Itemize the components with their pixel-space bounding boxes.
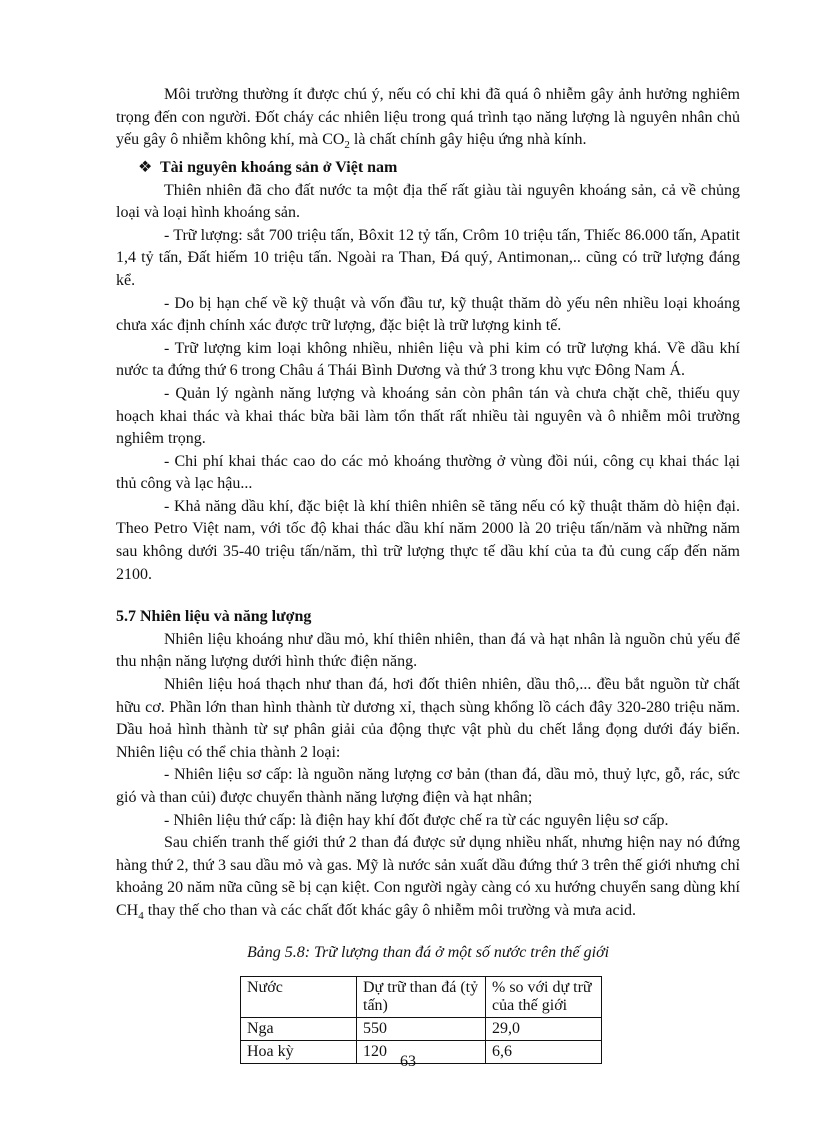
paragraph: - Nhiên liệu thứ cấp: là điện hay khí đốt được chế ra từ các nguyên liệu sơ cấp.	[164, 811, 669, 829]
table-header-row	[241, 977, 602, 1018]
paragraph: - Trữ lượng: sắt 700 triệu tấn, Bôxit 12 tỷ tấn, Crôm 10 triệu tấn, Thiếc 86.000 tấn, Apatit 1,4 tỷ tấn, Đất hiếm 10 triệu tấn. Ngoài ra Than, Đá quý, Antimonan,.. cũng có trữ lượng đáng kể.	[116, 226, 740, 289]
paragraph: - Trữ lượng kim loại không nhiều, nhiên liệu và phi kim có trữ lượng khá. Về dầu khí nước ta đứng thứ 6 trong Châu á Thái Bình Dương và thứ 3 trong khu vực Đông Nam Á.	[116, 339, 740, 380]
paragraph: Sau chiến tranh thế giới thứ 2 than đá được sử dụng nhiều nhất, nhưng hiện nay nó đứng hàng thứ 2, thứ 3 sau dầu mỏ và gas. Mỹ là nước sản xuất dầu đứng thứ 3 trên thế giới nhưng chỉ khoảng 20 năm nữa cũng sẽ bị cạn kiệt. Con người ngày càng có xu hướng chuyển sang dùng khí $CH_4$ thay thế cho than và các chất đốt khác gây ô nhiễm môi trường và mưa acid.	[116, 834, 740, 923]
page-number: 63	[400, 1053, 416, 1070]
table-cell: Hoa kỳ	[241, 1041, 357, 1064]
table-cell: Nga	[241, 1018, 357, 1041]
table-cell: 29,0	[486, 1018, 602, 1041]
coal-reserves-table	[240, 976, 602, 1064]
table-header-cell: Nước	[241, 977, 357, 1018]
intro-paragraph: Môi trường thường ít được chú ý, nếu có chỉ khi đã quá ô nhiễm gây ảnh hưởng nghiêm trọng đến con người. Đốt cháy các nhiên liệu trong quá trình tạo năng lượng là nguyên nhân chủ yếu gây ô nhiễm không khí, mà $CO_2$ là chất chính gây hiệu ứng nhà kính.	[116, 86, 740, 152]
minerals-heading: ❖ Tài nguyên khoáng sản ở Việt nam	[138, 157, 740, 180]
table-cell: 120	[357, 1041, 486, 1064]
document-body	[116, 84, 740, 1064]
paragraph: Thiên nhiên đã cho đất nước ta một địa thế rất giàu tài nguyên khoáng sản, cả về chủng loại và loại hình khoáng sản.	[116, 181, 740, 222]
table-header-cell: Dự trữ than đá (tỷ tấn)	[357, 977, 486, 1018]
table-cell: 550	[357, 1018, 486, 1041]
paragraph: - Chi phí khai thác cao do các mỏ khoáng thường ở vùng đồi núi, công cụ khai thác lại thủ công và lạc hậu...	[116, 452, 740, 493]
table-cell: 6,6	[486, 1041, 602, 1064]
diamond-bullet-icon: ❖	[138, 158, 153, 176]
paragraph: Nhiên liệu hoá thạch như than đá, hơi đốt thiên nhiên, dầu thô,... đều bắt nguồn từ chất hữu cơ. Phần lớn than hình thành từ dương xỉ, thạch sùng khổng lồ cách đây 320-280 triệu năm. Dầu hoả hình thành từ sự phân giải của động thực vật phù du chết lắng đọng dưới đáy biển. Nhiên liệu có thể chia thành 2 loại:	[116, 676, 740, 761]
section-title: 5.7 Nhiên liệu và năng lượng	[116, 608, 312, 626]
paragraph: - Nhiên liệu sơ cấp: là nguồn năng lượng cơ bản (than đá, dầu mỏ, thuỷ lực, gỗ, rác, sức gió và than củi) được chuyển thành năng lượng điện và hạt nhân;	[116, 766, 740, 806]
table-caption: Bảng 5.8: Trữ lượng than đá ở một số nước trên thế giới	[246, 943, 610, 961]
paragraph: - Do bị hạn chế về kỹ thuật và vốn đầu tư, kỹ thuật thăm dò yếu nên nhiều loại khoáng chưa xác định chính xác được trữ lượng, đặc biệt là trữ lượng kinh tế.	[116, 294, 740, 335]
paragraph: - Khả năng dầu khí, đặc biệt là khí thiên nhiên sẽ tăng nếu có kỹ thuật thăm dò hiện đại. Theo Petro Việt nam, với tốc độ khai thác dầu khí năm 2000 là 20 triệu tấn/năm và những năm sau không dưới 35-40 triệu tấn/năm, thì trữ lượng thực tế dầu khí của ta đủ cung cấp đến năm 2100.	[116, 497, 740, 583]
paragraph: - Quản lý ngành năng lượng và khoáng sản còn phân tán và chưa chặt chẽ, thiếu quy hoạch khai thác và khai thác bừa bãi làm tổn thất rất nhiều tài nguyên và ô nhiễm môi trường nghiêm trọng.	[116, 384, 740, 448]
paragraph: Nhiên liệu khoáng như dầu mỏ, khí thiên nhiên, than đá và hạt nhân là nguồn chủ yếu để thu nhận năng lượng dưới hình thức điện năng.	[116, 630, 740, 671]
table-header-cell: % so với dự trữ của thế giới	[486, 977, 602, 1018]
table-row	[241, 1018, 602, 1041]
